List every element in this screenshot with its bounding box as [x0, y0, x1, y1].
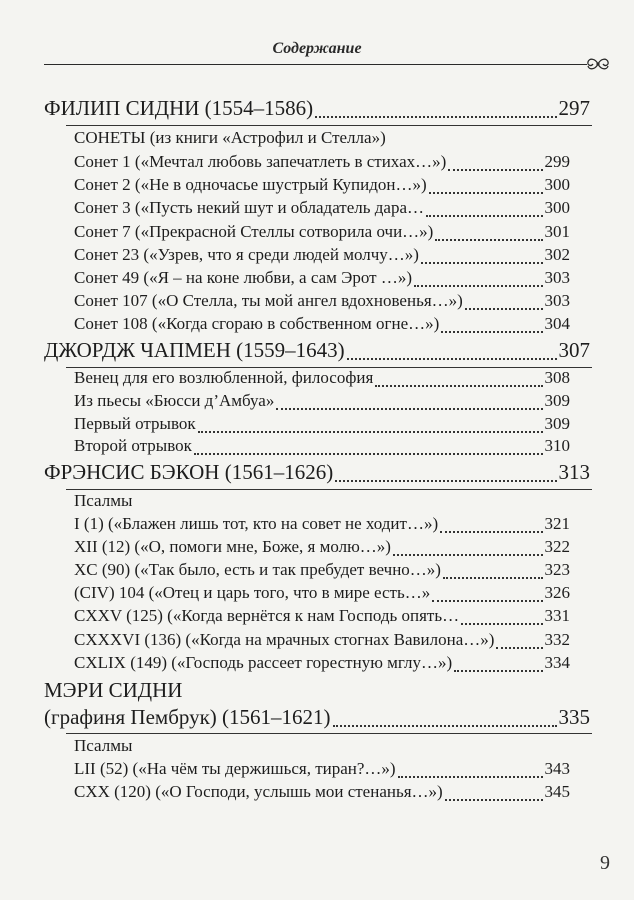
toc-entry[interactable]: [0, 175, 634, 199]
page-number: 9: [600, 852, 610, 874]
leader-dots: [429, 192, 543, 194]
leader-dots: [426, 215, 542, 217]
page-ref: 322: [544, 537, 570, 556]
author-name: ФИЛИП СИДНИ (1554–1586): [44, 96, 314, 120]
leader-dots: [335, 480, 556, 482]
leader-dots: [445, 799, 543, 801]
entry-title: Сонет 107 («О Стелла, ты мой ангел вдохновенья…»): [74, 291, 463, 310]
toc-entry[interactable]: [0, 152, 634, 176]
toc-author-row[interactable]: [0, 460, 634, 488]
page-ref: 309: [544, 414, 570, 433]
leader-dots: [441, 331, 542, 333]
toc-entry[interactable]: [0, 630, 634, 654]
toc-entry[interactable]: [0, 245, 634, 269]
leader-dots: [440, 531, 542, 533]
page-ref: 309: [544, 391, 570, 410]
toc-entry[interactable]: [0, 653, 634, 677]
leader-dots: [398, 776, 543, 778]
entry-title: CXXV (125) («Когда вернётся к нам Господь опять…: [74, 606, 460, 625]
entry-title: CXX (120) («О Господи, услышь мои стенанья…»): [74, 782, 443, 801]
entry-title: (CIV) 104 («Отец и царь того, что в мире есть…»: [74, 583, 431, 602]
toc-author-row[interactable]: [0, 678, 634, 706]
entry-title: СОНЕТЫ (из книги «Астрофил и Стелла»): [74, 128, 386, 147]
entry-title: CXLIX (149) («Господь рассеет горестную мглу…»): [74, 653, 453, 672]
page-ref: 335: [558, 705, 590, 729]
toc-entry[interactable]: [0, 414, 634, 438]
page-ref: 308: [544, 368, 570, 387]
toc-entry[interactable]: [0, 198, 634, 222]
section-rule: [66, 733, 592, 734]
toc-entry[interactable]: [0, 268, 634, 292]
page-ref: 331: [544, 606, 570, 625]
page-ref: 304: [544, 314, 570, 333]
entry-title: Сонет 108 («Когда сгораю в собственном огне…»): [74, 314, 440, 333]
leader-dots: [421, 262, 543, 264]
toc-author-row[interactable]: [0, 96, 634, 124]
entry-title: Сонет 2 («Не в одночасье шустрый Купидон…»): [74, 175, 427, 194]
leader-dots: [393, 554, 543, 556]
leader-dots: [333, 725, 557, 727]
page-ref: 297: [558, 96, 590, 120]
page-ref: 332: [544, 630, 570, 649]
leader-dots: [496, 647, 542, 649]
header-rule: [44, 64, 587, 65]
page-ref: 300: [544, 175, 570, 194]
leader-dots: [432, 600, 542, 602]
author-name: ДЖОРДЖ ЧАПМЕН (1559–1643): [44, 338, 345, 362]
page-header-title: Содержание: [272, 40, 362, 57]
page-ref: 303: [544, 291, 570, 310]
page-ref: 334: [544, 653, 570, 672]
section-rule: [66, 489, 592, 490]
entry-title: Первый отрывок: [74, 414, 196, 433]
toc-author-row[interactable]: [0, 705, 634, 733]
entry-title: XC (90) («Так было, есть и так пребудет вечно…»): [74, 560, 441, 579]
entry-title: LII (52) («На чём ты держишься, тиран?…»): [74, 759, 396, 778]
leader-dots: [448, 169, 542, 171]
page-ref: 343: [544, 759, 570, 778]
entry-title: XII (12) («О, помоги мне, Боже, я молю…»): [74, 537, 391, 556]
author-name-continued: (графиня Пембрук) (1561–1621): [44, 705, 331, 729]
leader-dots: [347, 358, 557, 360]
entry-title: CXXXVI (136) («Когда на мрачных стогнах Вавилона…»): [74, 630, 495, 649]
leader-dots: [276, 408, 542, 410]
leader-dots: [375, 385, 542, 387]
author-name: МЭРИ СИДНИ: [44, 678, 183, 702]
toc-entry[interactable]: [0, 736, 634, 760]
page-ref: 326: [544, 583, 570, 602]
page-ref: 321: [544, 514, 570, 533]
leader-dots: [465, 308, 543, 310]
leader-dots: [435, 239, 542, 241]
entry-title: Венец для его возлюбленной, философия: [74, 368, 374, 387]
leader-dots: [461, 623, 542, 625]
page-ref: 313: [558, 460, 590, 484]
entry-title: Псалмы: [74, 736, 133, 755]
toc-entry[interactable]: [0, 759, 634, 783]
leader-dots: [443, 577, 543, 579]
toc-entry[interactable]: [0, 606, 634, 630]
entry-title: Сонет 3 («Пусть некий шут и обладатель дара…: [74, 198, 425, 217]
toc-entry[interactable]: [0, 537, 634, 561]
leader-dots: [315, 116, 556, 118]
toc-entry[interactable]: [0, 560, 634, 584]
page-ref: 299: [544, 152, 570, 171]
page-ref: 303: [544, 268, 570, 287]
toc-entry[interactable]: [0, 491, 634, 515]
entry-title: Второй отрывок: [74, 436, 192, 455]
entry-title: Сонет 1 («Мечтал любовь запечатлеть в стихах…»): [74, 152, 447, 171]
page-ref: 301: [544, 222, 570, 241]
section-rule: [66, 125, 592, 126]
toc-entry[interactable]: [0, 391, 634, 415]
entry-title: Сонет 49 («Я – на коне любви, а сам Эрот …»): [74, 268, 412, 287]
page-ref: 307: [558, 338, 590, 362]
toc-entry[interactable]: [0, 128, 634, 152]
toc-entry[interactable]: [0, 222, 634, 246]
toc-author-row[interactable]: [0, 338, 634, 366]
leader-dots: [414, 285, 543, 287]
toc-entry[interactable]: [0, 583, 634, 607]
entry-title: I (1) («Блажен лишь тот, кто на совет не ходит…»): [74, 514, 439, 533]
page-ref: 300: [544, 198, 570, 217]
page-ref: 323: [544, 560, 570, 579]
toc-entry[interactable]: [0, 514, 634, 538]
entry-title: Псалмы: [74, 491, 133, 510]
page-ref: 345: [544, 782, 570, 801]
entry-title: Из пьесы «Бюсси д’Амбуа»: [74, 391, 275, 410]
author-name: ФРЭНСИС БЭКОН (1561–1626): [44, 460, 334, 484]
ornament-icon: [585, 52, 611, 76]
toc-entry[interactable]: [0, 368, 634, 392]
page-ref: 310: [544, 436, 570, 455]
entry-title: Сонет 23 («Узрев, что я среди людей молчу…»): [74, 245, 419, 264]
toc-entry[interactable]: [0, 314, 634, 338]
leader-dots: [194, 453, 543, 455]
leader-dots: [198, 431, 543, 433]
toc-entry[interactable]: [0, 291, 634, 315]
toc-entry[interactable]: [0, 436, 634, 460]
entry-title: Сонет 7 («Прекрасной Стеллы сотворила очи…»): [74, 222, 434, 241]
page-ref: 302: [544, 245, 570, 264]
toc-entry[interactable]: [0, 782, 634, 806]
leader-dots: [454, 670, 542, 672]
